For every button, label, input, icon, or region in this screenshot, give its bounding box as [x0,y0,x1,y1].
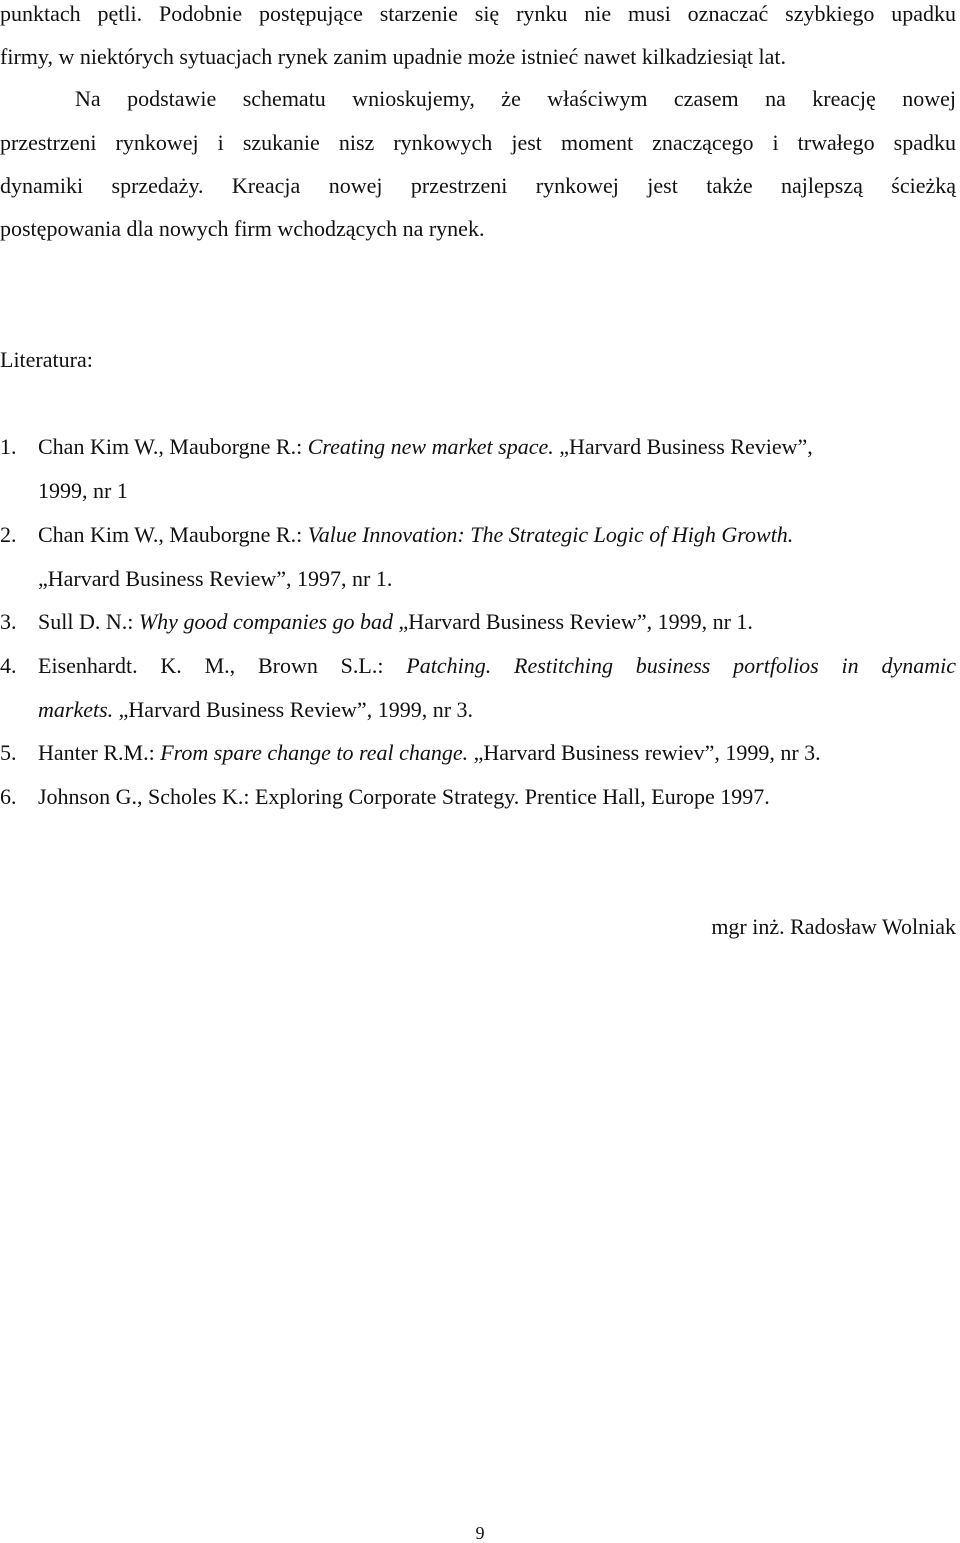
reference-text [38,521,956,549]
reference-authors: Johnson G., Scholes K.: Exploring Corporate Strategy. Prentice Hall, Europe 1997. [38,784,770,809]
reference-authors: Eisenhardt. K. M., Brown S.L.: [38,653,407,678]
reference-continuation: 1999, nr 1 [38,478,128,503]
page-number: 9 [475,1523,485,1543]
reference-authors: Hanter R.M.: [38,740,161,765]
reference-authors: Chan Kim W., Mauborgne R.: [38,434,308,459]
body-line: przestrzeni rynkowej i szukanie nisz rynkowych jest moment znaczącego i trwałego spadku [0,130,956,155]
reference-title: Creating new market space. [307,434,554,459]
reference-continuation [38,696,956,724]
reference-text [38,783,956,811]
reference-text [38,608,956,636]
reference-journal: „Harvard Business Review”, 1999, nr 1. [393,609,753,634]
reference-item [0,652,956,680]
reference-number: 5. [0,740,17,765]
reference-number: 4. [0,653,17,678]
reference-journal: „Harvard Business Review”, [553,434,813,459]
body-line: Na podstawie schematu wnioskujemy, że właściwym czasem na kreację nowej [75,86,956,111]
reference-text [38,739,956,767]
reference-title-continuation: markets. [38,697,114,722]
reference-item [0,739,956,767]
reference-title: Patching. Restitching business portfolios in dynamic [406,653,957,678]
reference-title: From spare change to real change. [160,740,469,765]
body-line: firmy, w niektórych sytuacjach rynek zanim upadnie może istnieć nawet kilkadziesiąt lat. [0,44,787,69]
author-signature: mgr inż. Radosław Wolniak [711,914,956,939]
body-line: punktach pętli. Podobnie postępujące starzenie się rynku nie musi oznaczać szybkiego upadku [0,1,956,26]
reference-authors: Sull D. N.: [38,609,139,634]
reference-item [0,433,956,461]
reference-number: 2. [0,522,17,547]
reference-text [38,433,956,461]
reference-item [0,608,956,636]
reference-title: Value Innovation: The Strategic Logic of High Growth. [307,522,794,547]
reference-journal: „Harvard Business rewiev”, 1999, nr 3. [468,740,821,765]
reference-number: 1. [0,434,17,459]
body-line: postępowania dla nowych firm wchodzących na rynek. [0,216,485,241]
literature-heading: Literatura: [0,347,93,372]
reference-item [0,783,956,811]
reference-journal: „Harvard Business Review”, 1999, nr 3. [113,697,474,722]
body-line: dynamiki sprzedaży. Kreacja nowej przestrzeni rynkowej jest także najlepszą ścieżką [0,173,956,198]
reference-title: Why good companies go bad [138,609,394,634]
reference-number: 6. [0,784,17,809]
reference-text [38,652,956,680]
reference-continuation: „Harvard Business Review”, 1997, nr 1. [38,566,393,591]
reference-authors: Chan Kim W., Mauborgne R.: [38,522,308,547]
reference-item [0,521,956,549]
reference-number: 3. [0,609,17,634]
